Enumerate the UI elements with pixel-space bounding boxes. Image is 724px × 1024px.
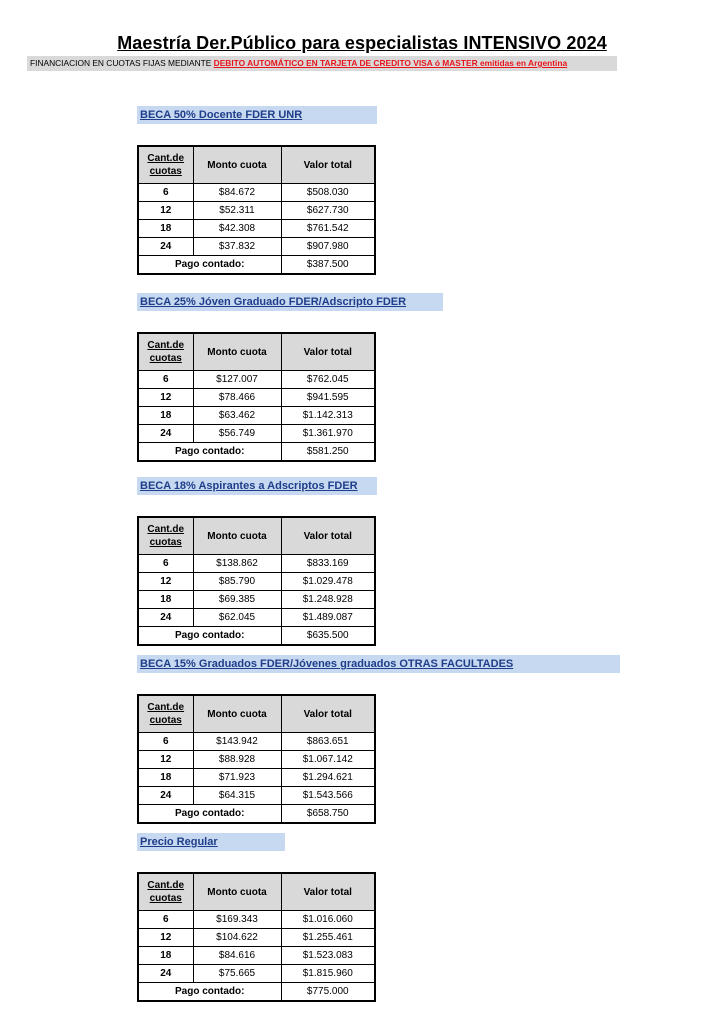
cell-total: $1.523.083 (281, 947, 375, 965)
cash-payment-row (138, 983, 375, 1002)
cash-payment-value: $635.500 (281, 627, 375, 646)
cell-monto: $143.942 (193, 733, 281, 751)
table-row (138, 965, 375, 983)
header-cuotas-label: Cant.de cuotas (147, 153, 185, 177)
cash-payment-label: Pago contado: (138, 805, 281, 824)
price-section (137, 293, 443, 462)
cell-cuotas: 18 (138, 591, 193, 609)
section-title-text: Precio Regular (140, 836, 218, 848)
cash-payment-label: Pago contado: (138, 443, 281, 462)
cash-payment-value: $387.500 (281, 256, 375, 275)
table-row (138, 769, 375, 787)
installment-table (137, 872, 376, 1002)
table-row (138, 733, 375, 751)
table-header-row (138, 873, 375, 911)
cell-monto: $64.315 (193, 787, 281, 805)
cell-monto: $63.462 (193, 407, 281, 425)
header-monto: Monto cuota (193, 873, 281, 911)
cell-total: $1.029.478 (281, 573, 375, 591)
cash-payment-row (138, 256, 375, 275)
table-header-row (138, 333, 375, 371)
cell-cuotas: 12 (138, 389, 193, 407)
section-title-text: BECA 25% Jóven Graduado FDER/Adscripto FDER (140, 296, 407, 308)
header-cuotas (138, 146, 193, 184)
cash-payment-label: Pago contado: (138, 627, 281, 646)
installment-table (137, 694, 376, 824)
cell-cuotas: 24 (138, 965, 193, 983)
cell-monto: $104.622 (193, 929, 281, 947)
cell-total: $762.045 (281, 371, 375, 389)
cell-total: $833.169 (281, 555, 375, 573)
cell-cuotas: 12 (138, 573, 193, 591)
table-row (138, 787, 375, 805)
header-monto: Monto cuota (193, 695, 281, 733)
price-section (137, 477, 377, 646)
cell-cuotas: 24 (138, 609, 193, 627)
table-header-row (138, 146, 375, 184)
header-cuotas (138, 517, 193, 555)
header-cuotas-label: Cant.de cuotas (147, 880, 185, 904)
section-title (137, 833, 285, 851)
cash-payment-value: $581.250 (281, 443, 375, 462)
financing-banner-highlight: DEBITO AUTOMÁTICO EN TARJETA DE CREDITO VISA ó MASTER emitidas en Argentina (213, 58, 568, 68)
cell-monto: $62.045 (193, 609, 281, 627)
cell-monto: $84.672 (193, 184, 281, 202)
cell-total: $941.595 (281, 389, 375, 407)
table-header-row (138, 695, 375, 733)
cell-monto: $42.308 (193, 220, 281, 238)
cell-total: $1.361.970 (281, 425, 375, 443)
price-section (137, 833, 376, 1002)
installment-table (137, 516, 376, 646)
cell-total: $907.980 (281, 238, 375, 256)
table-row (138, 947, 375, 965)
section-title (137, 655, 620, 673)
table-row (138, 609, 375, 627)
cell-total: $1.016.060 (281, 911, 375, 929)
cell-cuotas: 6 (138, 371, 193, 389)
cell-cuotas: 6 (138, 184, 193, 202)
cell-monto: $69.385 (193, 591, 281, 609)
header-total: Valor total (281, 695, 375, 733)
cell-cuotas: 12 (138, 202, 193, 220)
cell-total: $1.067.142 (281, 751, 375, 769)
table-row (138, 220, 375, 238)
cell-total: $1.815.960 (281, 965, 375, 983)
cell-total: $1.248.928 (281, 591, 375, 609)
cash-payment-row (138, 805, 375, 824)
table-row (138, 184, 375, 202)
table-row (138, 407, 375, 425)
cell-cuotas: 18 (138, 947, 193, 965)
table-row (138, 573, 375, 591)
table-row (138, 929, 375, 947)
cell-cuotas: 18 (138, 220, 193, 238)
financing-banner (27, 56, 617, 71)
cash-payment-row (138, 443, 375, 462)
section-title-text: BECA 15% Graduados FDER/Jóvenes graduados OTRAS FACULTADES (140, 658, 514, 670)
price-section (137, 655, 620, 824)
cell-total: $863.651 (281, 733, 375, 751)
section-title-text: BECA 18% Aspirantes a Adscriptos FDER (140, 480, 358, 492)
cell-total: $508.030 (281, 184, 375, 202)
page-title: Maestría Der.Público para especialistas INTENSIVO 2024 (117, 33, 607, 53)
section-title-text: BECA 50% Docente FDER UNR (140, 109, 303, 121)
cell-monto: $52.311 (193, 202, 281, 220)
header-cuotas-label: Cant.de cuotas (147, 524, 185, 548)
cell-cuotas: 24 (138, 238, 193, 256)
cell-monto: $75.665 (193, 965, 281, 983)
header-cuotas-label: Cant.de cuotas (147, 702, 185, 726)
cell-monto: $37.832 (193, 238, 281, 256)
section-title (137, 293, 443, 311)
header-total: Valor total (281, 146, 375, 184)
header-total: Valor total (281, 873, 375, 911)
table-row (138, 371, 375, 389)
section-title (137, 106, 377, 124)
cash-payment-value: $658.750 (281, 805, 375, 824)
cell-monto: $84.616 (193, 947, 281, 965)
table-row (138, 591, 375, 609)
cell-total: $1.543.566 (281, 787, 375, 805)
cash-payment-value: $775.000 (281, 983, 375, 1002)
cell-total: $1.489.087 (281, 609, 375, 627)
cell-monto: $127.007 (193, 371, 281, 389)
table-row (138, 425, 375, 443)
installment-table (137, 332, 376, 462)
cash-payment-label: Pago contado: (138, 983, 281, 1002)
cell-cuotas: 12 (138, 751, 193, 769)
cell-cuotas: 6 (138, 555, 193, 573)
price-section (137, 106, 377, 275)
cell-monto: $56.749 (193, 425, 281, 443)
cell-total: $627.730 (281, 202, 375, 220)
cell-cuotas: 12 (138, 929, 193, 947)
cell-monto: $85.790 (193, 573, 281, 591)
cell-monto: $78.466 (193, 389, 281, 407)
table-row (138, 751, 375, 769)
header-total: Valor total (281, 517, 375, 555)
table-row (138, 555, 375, 573)
cell-total: $1.142.313 (281, 407, 375, 425)
installment-table (137, 145, 376, 275)
header-monto: Monto cuota (193, 333, 281, 371)
header-total: Valor total (281, 333, 375, 371)
header-cuotas (138, 695, 193, 733)
table-row (138, 389, 375, 407)
cell-total: $1.294.621 (281, 769, 375, 787)
table-row (138, 911, 375, 929)
header-monto: Monto cuota (193, 517, 281, 555)
section-title (137, 477, 377, 495)
header-cuotas-label: Cant.de cuotas (147, 340, 185, 364)
cell-monto: $88.928 (193, 751, 281, 769)
cell-total: $761.542 (281, 220, 375, 238)
table-header-row (138, 517, 375, 555)
cash-payment-row (138, 627, 375, 646)
financing-banner-plain: FINANCIACION EN CUOTAS FIJAS MEDIANTE (30, 58, 214, 68)
cell-cuotas: 6 (138, 911, 193, 929)
cell-total: $1.255.461 (281, 929, 375, 947)
table-row (138, 202, 375, 220)
cell-cuotas: 18 (138, 407, 193, 425)
cell-monto: $169.343 (193, 911, 281, 929)
cell-cuotas: 24 (138, 787, 193, 805)
cell-monto: $71.923 (193, 769, 281, 787)
cell-cuotas: 18 (138, 769, 193, 787)
cell-cuotas: 24 (138, 425, 193, 443)
header-monto: Monto cuota (193, 146, 281, 184)
table-row (138, 238, 375, 256)
cell-cuotas: 6 (138, 733, 193, 751)
header-cuotas (138, 333, 193, 371)
cash-payment-label: Pago contado: (138, 256, 281, 275)
header-cuotas (138, 873, 193, 911)
cell-monto: $138.862 (193, 555, 281, 573)
